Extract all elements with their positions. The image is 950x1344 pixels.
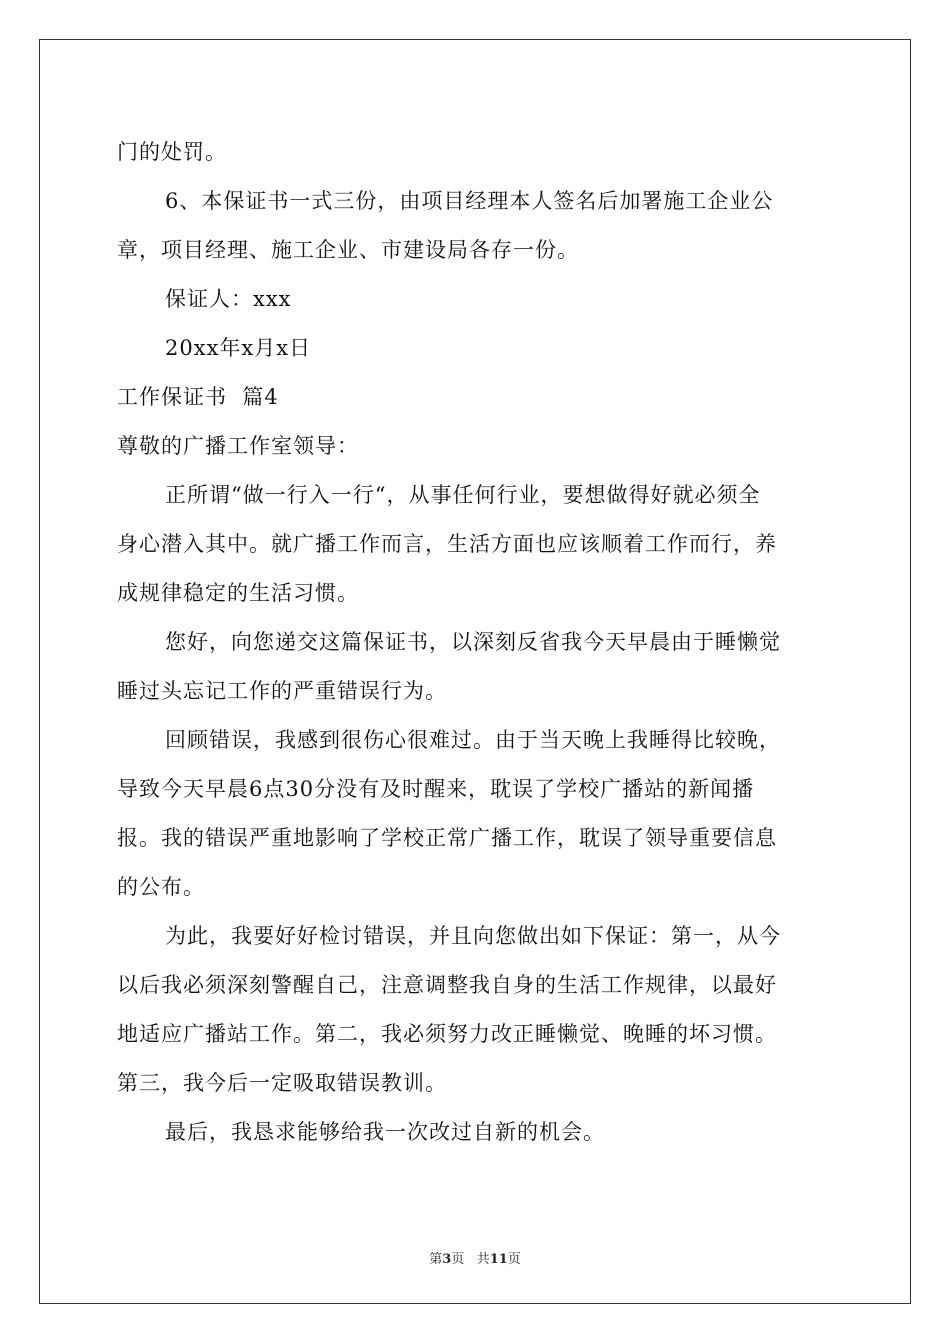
paragraph-line: 为此，我要好好检讨错误，并且向您做出如下保证：第一，从今	[165, 924, 781, 948]
paragraph-line: 最后，我恳求能够给我一次改过自新的机会。	[165, 1120, 605, 1144]
paragraph-line: 章，项目经理、施工企业、市建设局各存一份。	[117, 238, 579, 262]
paragraph-line: 6、本保证书一式三份，由项目经理本人签名后加署施工企业公	[165, 189, 774, 213]
paragraph-line: 的公布。	[117, 875, 205, 899]
paragraph-line: 地适应广播站工作。第二，我必须努力改正睡懒觉、晚睡的坏习惯。	[117, 1022, 777, 1046]
paragraph-line: 回顾错误，我感到很伤心很难过。由于当天晚上我睡得比较晚，	[165, 728, 781, 752]
paragraph-line: 导致今天早晨6点30分没有及时醒来，耽误了学校广播站的新闻播	[117, 777, 755, 801]
paragraph-line: 您好，向您递交这篇保证书，以深刻反省我今天早晨由于睡懒觉	[165, 630, 781, 654]
paragraph-line: 睡过头忘记工作的严重错误行为。	[117, 679, 447, 703]
paragraph-line: 第三，我今后一定吸取错误教训。	[117, 1071, 447, 1095]
date-line: 20xx年x月x日	[165, 336, 312, 360]
total-pages: 11	[489, 1252, 508, 1267]
paragraph-line: 成规律稳定的生活习惯。	[117, 581, 359, 605]
document-body	[117, 128, 837, 1157]
paragraph-line: 正所谓“做一行入一行“，从事任何行业，要想做得好就必须全	[165, 483, 761, 507]
paragraph-line: 身心潜入其中。就广播工作而言，生活方面也应该顺着工作而行，养	[117, 532, 777, 556]
page-prefix: 第	[429, 1252, 443, 1267]
total-suffix: 页	[507, 1252, 521, 1267]
page-footer	[0, 1248, 950, 1267]
paragraph-line: 以后我必须深刻警醒自己，注意调整我自身的生活工作规律，以最好	[117, 973, 777, 997]
salutation: 尊敬的广播工作室领导：	[117, 434, 359, 458]
page-suffix: 页	[451, 1252, 465, 1267]
guarantor-line: 保证人：xxx	[165, 287, 292, 311]
paragraph-line: 门的处罚。	[117, 140, 227, 164]
section-heading: 工作保证书 篇4	[117, 385, 279, 409]
paragraph-line: 报。我的错误严重地影响了学校正常广播工作，耽误了领导重要信息	[117, 826, 777, 850]
page-number: 3	[442, 1252, 452, 1267]
total-prefix: 共	[476, 1252, 490, 1267]
